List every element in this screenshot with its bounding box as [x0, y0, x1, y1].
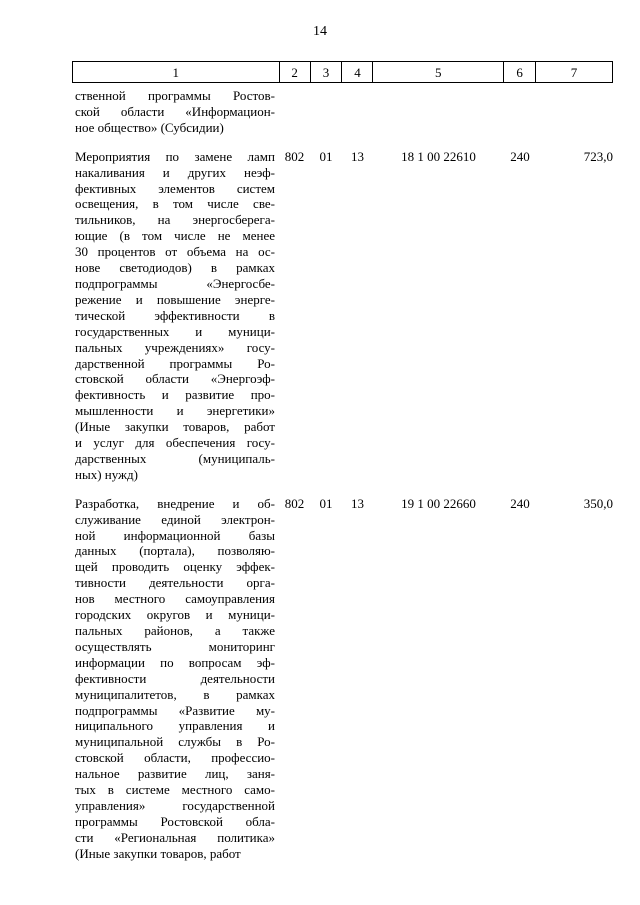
expense-type-code: 240: [510, 495, 530, 511]
text-line: государственных и муници-: [75, 323, 275, 339]
budget-table: [72, 61, 613, 862]
text-line: (Иные закупки товаров, работ: [75, 419, 275, 435]
text-line: муниципалитетов, в рамках: [75, 686, 275, 702]
target-article-code: 18 1 00 22610: [401, 148, 476, 164]
target-article-code: 19 1 00 22660: [401, 495, 476, 511]
amount: 350,0: [583, 495, 613, 511]
text-line: программы Ростовской обла-: [75, 813, 275, 829]
table-row: [72, 496, 613, 862]
text-line: управления» государственной: [75, 797, 275, 813]
ministry-code: 802: [284, 495, 305, 511]
text-line: дарственной программы Ро-: [75, 355, 275, 371]
text-line: ниципального управления и: [75, 718, 275, 734]
text-line: дарственных (муниципаль-: [75, 450, 275, 466]
section-code: 01: [319, 495, 333, 511]
text-line: сти «Региональная политика»: [75, 829, 275, 845]
header-col-6: 6: [504, 62, 536, 82]
text-line: фективных элементов систем: [75, 180, 275, 196]
text-line: режение и повышение энерге-: [75, 291, 275, 307]
expense-type-code: 240: [510, 148, 530, 164]
table-row: [72, 149, 613, 483]
row-description: [72, 496, 279, 862]
text-line: пальных районов, а также: [75, 623, 275, 638]
text-line: мышленности и энергетики»: [75, 403, 275, 419]
section-code: 01: [319, 148, 333, 164]
text-line: ственной программы Ростов-: [75, 88, 275, 103]
text-line: стовской области, профессио-: [75, 750, 275, 766]
text-line: подпрограммы «Энергосбе-: [75, 275, 275, 291]
text-line: тильников, на энергосберега-: [75, 212, 275, 228]
text-line: и услуг для обеспечения госу-: [75, 435, 275, 451]
text-line: ных) нужд): [75, 466, 138, 482]
text-line: (Иные закупки товаров, работ: [75, 845, 241, 861]
row-description: [72, 149, 279, 483]
text-line: осуществлять мониторинг: [75, 638, 275, 654]
text-line: данных (портала), позволяю-: [75, 543, 275, 559]
text-line: пальных учреждениях» госу-: [75, 339, 275, 355]
text-line: 30 процентов от объема на ос-: [75, 244, 275, 260]
header-col-2: 2: [280, 62, 311, 82]
text-line: служивание единой электрон-: [75, 511, 275, 527]
header-col-1: 1: [73, 62, 280, 82]
text-line: нальное развитие лиц, заня-: [75, 766, 275, 782]
text-line: тых в системе местного само-: [75, 782, 275, 798]
text-line: ной информационной базы: [75, 527, 275, 543]
table-header-row: [72, 61, 613, 83]
ministry-code: 802: [284, 148, 305, 164]
text-line: ской области «Информацион-: [75, 103, 275, 119]
text-line: щей проводить оценку эффек-: [75, 559, 275, 575]
text-line: ющие (в том числе не менее: [75, 228, 275, 244]
continuation-description: [72, 88, 279, 136]
header-col-3: 3: [311, 62, 343, 82]
text-line: Разработка, внедрение и об-: [75, 495, 275, 511]
header-col-5: 5: [373, 62, 504, 82]
text-line: тической эффективности в: [75, 307, 275, 323]
text-line: стовской области «Энергоэф-: [75, 371, 275, 387]
text-line: ное общество» (Субсидии): [75, 119, 224, 135]
header-col-7: 7: [536, 62, 613, 82]
text-line: фективность и развитие про-: [75, 387, 275, 403]
header-col-4: 4: [342, 62, 373, 82]
text-line: накаливания и других неэф-: [75, 164, 275, 180]
text-line: подпрограммы «Развитие му-: [75, 702, 275, 718]
text-line: нов местного самоуправления: [75, 591, 275, 607]
amount: 723,0: [583, 148, 613, 164]
page-number: 14: [313, 24, 327, 39]
subsection-code: 13: [351, 495, 364, 511]
text-line: муниципальной службы в Ро-: [75, 734, 275, 750]
text-line: нове светодиодов) в рамках: [75, 260, 275, 276]
text-line: освещения, в том числе све-: [75, 196, 275, 212]
text-line: Мероприятия по замене ламп: [75, 148, 275, 164]
text-line: тивности деятельности орга-: [75, 575, 275, 591]
text-line: городских округов и муници-: [75, 607, 275, 623]
continuation-row: [72, 88, 613, 136]
text-line: информации по вопросам эф-: [75, 654, 275, 670]
subsection-code: 13: [351, 148, 364, 164]
text-line: фективности деятельности: [75, 670, 275, 686]
